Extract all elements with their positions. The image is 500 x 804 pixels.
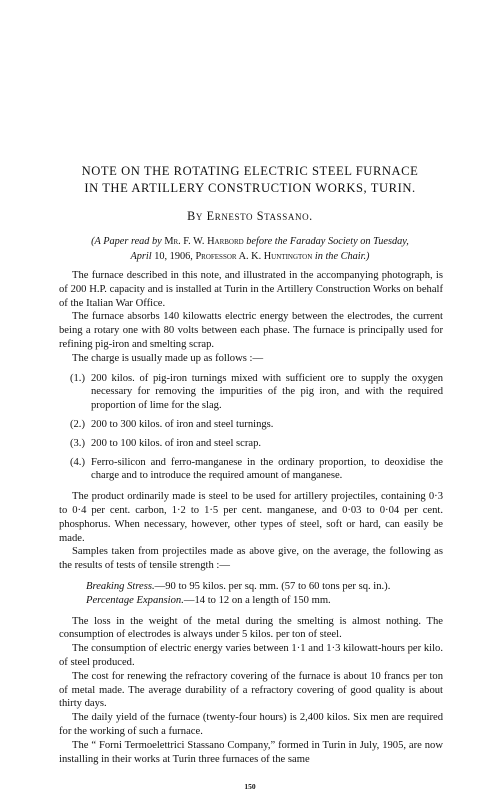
charge-item-number: (1.) [69,372,85,384]
expansion-line [86,594,443,608]
paragraph-1: The furnace described in this note, and illustrated in the accompanying photograph, is of 200 H.P. capacity and is installed at Turin in the Artillery Construction Works on behalf of the Italian War Office. [59,270,443,309]
page-number: 150 [244,782,256,791]
presentation-note [58,234,442,264]
paragraph-10: The “ Forni Termoelettrici Stassano Company,” formed in Turin in July, 1905, are now installing in their works at Turin three furnaces of the same [59,739,443,765]
charge-list [59,372,443,484]
preface-month: April [130,251,152,262]
charge-item-text: Ferro-silicon and ferro-manganese in the ordinary proportion, to deoxidise the charge and to introduce the required amount of manganese. [91,456,443,482]
charge-item-number: (4.) [69,456,85,468]
preface-chair: Professor A. K. Huntington [195,251,313,262]
breaking-stress-value: —90 to 95 kilos. per sq. mm. (57 to 60 tons per sq. in.). [154,580,391,592]
breaking-stress-line [86,580,443,594]
preface-date: 10, 1906, [154,251,193,262]
preface-g: in the Chair.) [314,251,370,262]
article-body [59,269,443,766]
paragraph-7: The consumption of electric energy varies between 1·1 and 1·3 kilowatt-hours per kilo. of steel produced. [59,643,443,668]
charge-item-3 [59,437,443,451]
paragraph-6: The loss in the weight of the metal during the smelting is almost nothing. The consumption of electrodes is always under 5 kilos. per ton of steel. [59,615,443,641]
paragraph-9: The daily yield of the furnace (twenty-four hours) is 2,400 kilos. Six men are required for the working of such a furnace. [59,712,443,737]
title-line-2: IN THE ARTILLERY CONSTRUCTION WORKS, TURIN. [84,181,416,195]
author-name: Ernesto Stassano. [206,209,313,223]
author-byline [40,209,460,224]
tensile-test-results [59,580,443,608]
charge-item-2 [59,418,443,432]
paragraph-4: The product ordinarily made is steel to be used for artillery projectiles, containing 0·3 to 0·4 per cent. carbon, 1·2 to 1·5 per cent. manganese, and 0·03 to 0·04 per cent. phosphorus. When necessary, however, other types of steel, soft or hard, can easily be made. [59,491,443,544]
breaking-stress-label: Breaking Stress. [86,580,155,592]
preface-reader: Mr. F. W. Harbord [164,236,244,247]
expansion-label: Percentage Expansion. [86,594,184,606]
charge-item-number: (3.) [69,437,85,449]
preface-a: (A Paper read by [91,236,162,247]
paragraph-8: The cost for renewing the refractory covering of the furnace is about 10 francs per ton of metal made. The average durability of a refractory covering of good quality is about thirty days. [59,670,443,710]
charge-item-text: 200 to 300 kilos. of iron and steel turnings. [91,418,274,430]
paragraph-5: Samples taken from projectiles made as above give, on the average, the following as the results of tests of tensile strength :— [59,546,443,572]
preface-c: before the Faraday Society on Tuesday, [246,236,409,247]
paper-title [40,163,460,197]
paragraph-3: The charge is usually made up as follows :— [72,352,264,364]
paragraph-2: The furnace absorbs 140 kilowatts electric energy between the electrodes, the current being a rotary one with 80 volts between each phase. The furnace is principally used for refining pig-iron and smelting scrap. [59,311,443,350]
charge-item-1 [59,372,443,413]
expansion-value: —14 to 12 on a length of 150 mm. [183,594,331,606]
charge-item-text: 200 kilos. of pig-iron turnings mixed with sufficient ore to supply the oxygen necessary for removing the impurities of the pig iron, and with the required proportion of lime for the slag. [91,372,443,412]
byline-prefix: By [187,209,204,223]
charge-item-text: 200 to 100 kilos. of iron and steel scrap. [91,437,262,449]
title-line-1: NOTE ON THE ROTATING ELECTRIC STEEL FURNACE [81,164,419,178]
charge-item-4 [59,456,443,484]
charge-item-number: (2.) [69,418,85,430]
